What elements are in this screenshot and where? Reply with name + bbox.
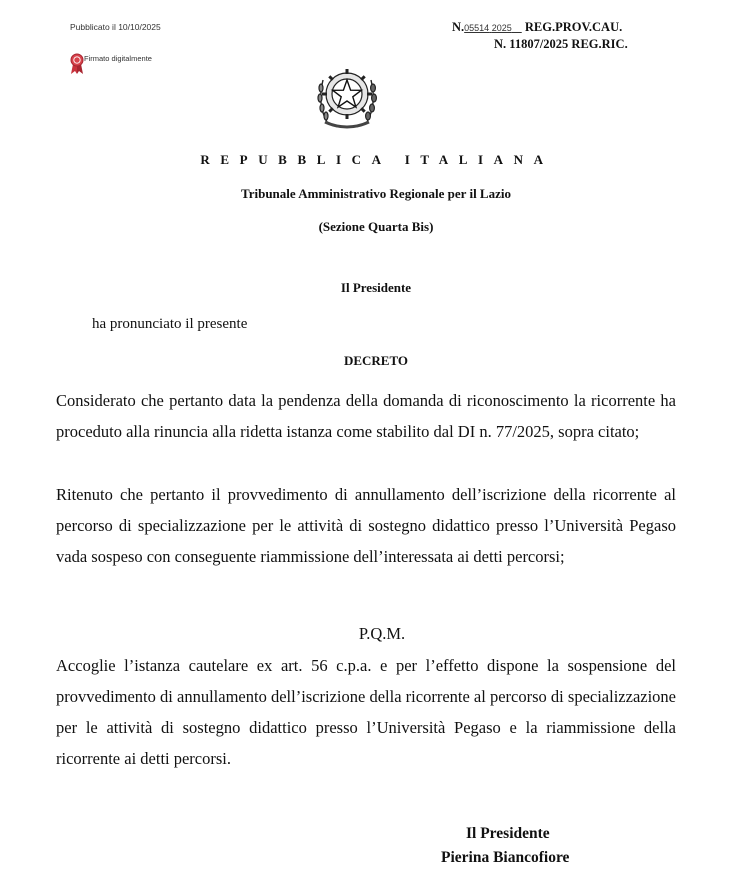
signature-title: Il Presidente (466, 825, 550, 842)
ribbon-seal-icon (70, 53, 84, 75)
republic-heading: REPUBBLICA ITALIANA (200, 152, 554, 167)
published-date: Pubblicato il 10/10/2025 (70, 22, 161, 32)
pqm-heading: P.Q.M. (358, 624, 406, 643)
president-heading: Il Presidente (340, 280, 412, 295)
considerato-paragraph: Considerato che pertanto data la pendenza della domanda di riconoscimento la ricorrente ha proceduto alla rinuncia alla ridetta istanza come stabilito dal DI n. 77/2025, sopra citato; (56, 391, 676, 441)
digital-signature-badge (70, 53, 152, 80)
reg-prov-suffix: REG.PROV.CAU. (524, 20, 623, 34)
reg-prov-year: 2025 (491, 23, 512, 33)
reg-ric: N. 11807/2025 REG.RIC. (494, 37, 628, 51)
reg-prov-cau (452, 20, 622, 35)
tribunal-name: Tribunale Amministrativo Regionale per il Lazio (241, 186, 511, 201)
signed-label: Firmato digitalmente (84, 54, 152, 63)
accoglie-paragraph: Accoglie l’istanza cautelare ex art. 56 c.p.a. e per l’effetto dispone la sospensione del provvedimento di annullamento dell’iscrizione della ricorrente al percorso di specializzazione per le attività di sostegno didattico presso l’Università Pegaso e la riammissione della ricorrente ai detti percorsi. (56, 656, 676, 768)
section-name: (Sezione Quarta Bis) (318, 219, 434, 234)
reg-prov-prefix: N. (452, 20, 465, 34)
ritenuto-paragraph: Ritenuto che pertanto il provvedimento di annullamento dell’iscrizione della ricorrente al percorso di specializzazione per le attività di sostegno didattico presso l’Università Pegaso vada sospeso con conseguente riammissione dell’interessata ai detti percorsi; (56, 485, 676, 566)
decree-heading: DECRETO (343, 353, 409, 368)
signature-name: Pierina Biancofiore (441, 849, 570, 866)
italian-republic-emblem-icon (313, 60, 381, 137)
pronounced-line: ha pronunciato il presente (92, 316, 248, 332)
reg-prov-number: 05514 (464, 23, 490, 33)
